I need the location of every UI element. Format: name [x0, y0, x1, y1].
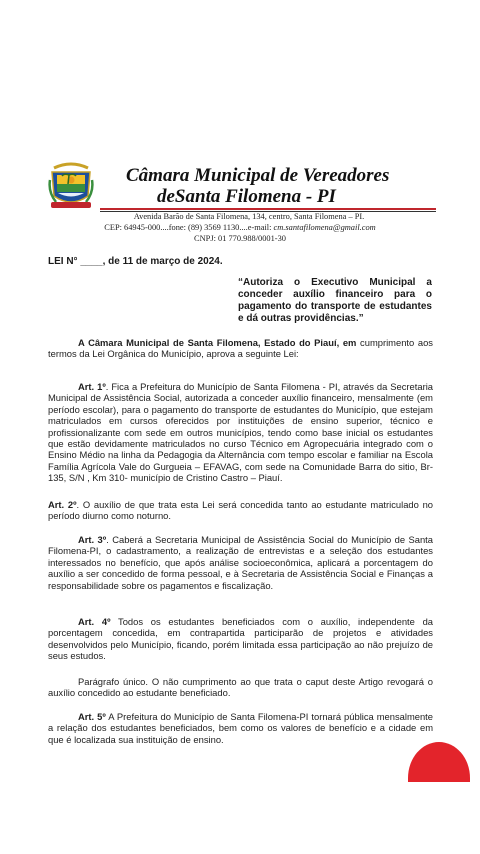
intro-text: cumprimento aos termos da Lei Orgânica do Município, aprova a seguinte Lei: [48, 337, 433, 360]
article-5-label: Art. 5º [78, 711, 106, 722]
red-floating-shape [408, 742, 470, 782]
sole-paragraph-text: Parágrafo único. O não cumprimento ao que trata o caput deste Artigo revogará o auxílio concedido ao estudante beneficiado. [48, 676, 433, 699]
cnpj-line: CNPJ: 01 770.988/0001-30 [194, 234, 286, 243]
article-2-label: Art. 2º [48, 499, 77, 510]
institution-title [126, 165, 426, 207]
article-4-text: Todos os estudantes beneficiados com o auxílio, independente da porcentagem concedida, em contrapartida participarão de projetos e atividades desenvolvidos pelo Município, ficando, porém limitada essa participação ao não prejuízo de seus estudos. [48, 616, 433, 662]
article-2 [48, 499, 433, 522]
header-rule-red [100, 208, 436, 210]
law-number: LEI N° ____, de 11 de março de 2024. [48, 256, 223, 267]
title-line-1: Câmara Municipal de Vereadores [126, 165, 390, 186]
law-ementa: “Autoriza o Executivo Municipal a conceder auxílio financeiro para o pagamento do transporte de estudantes e dá outras providências.” [238, 277, 432, 324]
intro-paragraph [48, 337, 433, 360]
article-1-text: . Fica a Prefeitura do Município de Santa Filomena - PI, através da Secretaria Municipal de Assistência Social, autorizada a conceder auxílio financeiro, mensalmente (em período escolar), para o pagamento do transporte de estudantes do Município, que estejam matriculados em cursos oferecidos por instituições de ensino superior, técnico e profissionalizante com sede em outros municípios, tendo como base inicial os estudantes que estão devidamente matriculados no curso Técnico em Agropecuária integrado com o Ensino Médio na linha da Pedagogia da Alternância com tempo escolar e familiar na Escola Família Agrícola Vale do Gurgueia – EFAVAG, com sede na Comunidade Barra do sitio, Br-135, S/N , Km 310- município de Cristino Castro – Piauí. [48, 381, 433, 484]
article-4-label: Art. 4º [78, 616, 111, 627]
title-line-2: deSanta Filomena - PI [157, 186, 336, 207]
contact-prefix: CEP: 64945-000....fone: (89) 3569 1130....e-mail: [104, 223, 274, 232]
header-address-block [0, 211, 480, 244]
article-4 [48, 616, 433, 662]
article-1-label: Art. 1º [78, 381, 106, 392]
address-line: Avenida Barão de Santa Filomena, 134, centro, Santa Filomena – PI. [133, 212, 365, 221]
article-1 [48, 381, 433, 484]
intro-bold: A Câmara Municipal de Santa Filomena, Estado do Piauí, em [78, 337, 357, 348]
article-2-text: . O auxílio de que trata esta Lei será concedida tanto ao estudante matriculado no período diurno como noturno. [48, 499, 433, 522]
article-3-text: . Caberá a Secretaria Municipal de Assistência Social do Município de Santa Filomena-PI, o cadastramento, a realização de entrevistas e a seleção dos estudantes interessados no benefício, que após análise socioeconômica, aplicará a porcentagem do auxílio a ser concedido de forma pessoal, e à Secretaria de Assistência Social e Finanças a responsabilidade sobre os pagamentos e fiscalização. [48, 534, 433, 591]
article-5-text: A Prefeitura do Município de Santa Filomena-PI tornará pública mensalmente a relação dos estudantes beneficiados, bem como os valores de benefício e a cidade em que é localizada sua instituição de ensino. [48, 711, 434, 745]
article-3-label: Art. 3º [78, 534, 107, 545]
article-5 [48, 711, 433, 745]
contact-line [0, 222, 480, 233]
email-address: cm.santafilomena@gmail.com [273, 223, 376, 232]
article-3 [48, 534, 433, 591]
sole-paragraph [48, 676, 433, 699]
municipal-coat-of-arms-icon [48, 160, 94, 210]
